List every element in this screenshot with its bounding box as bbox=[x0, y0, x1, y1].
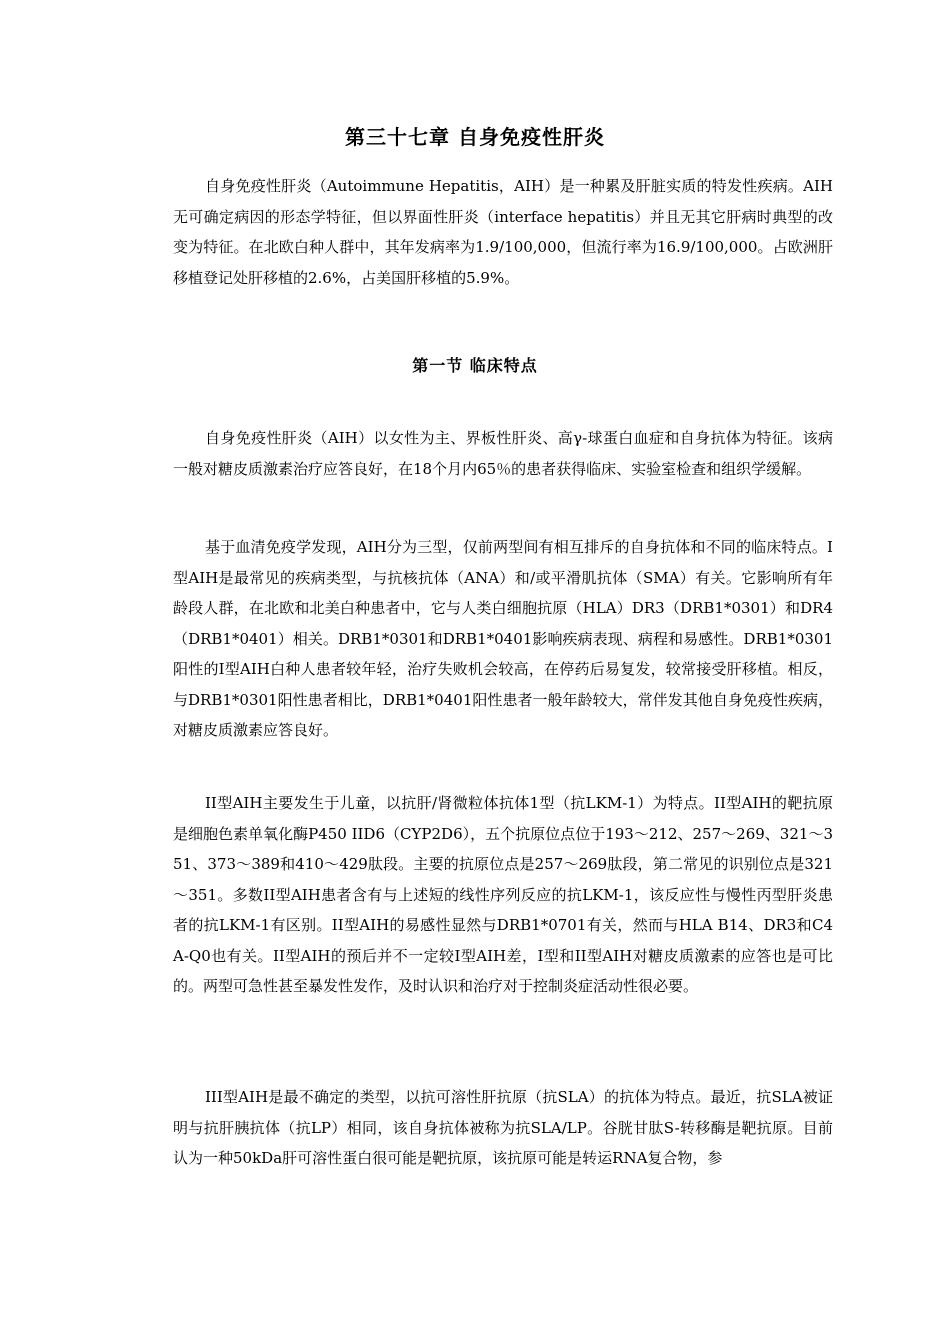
intro-paragraph: 自身免疫性肝炎（Autoimmune Hepatitis，AIH）是一种累及肝脏实质的特发性疾病。AIH无可确定病因的形态学特征，但以界面性肝炎（interface hepatitis）并且无其它肝病时典型的改变为特征。在北欧白种人群中，其年发病率为1.9/100,000，但流行率为16.9/100,000。占欧洲肝移植登记处肝移植的2.6%，占美国肝移植的5.9%。 bbox=[173, 177, 833, 287]
section-title: 第一节 临床特点 bbox=[412, 356, 538, 375]
chapter-title: 第三十七章 自身免疫性肝炎 bbox=[345, 125, 605, 149]
body-paragraph: III型AIH是最不确定的类型，以抗可溶性肝抗原（抗SLA）的抗体为特点。最近，抗SLA被证明与抗肝胰抗体（抗LP）相同，该自身抗体被称为抗SLA/LP。谷胱甘肽S-转移酶是靶抗原。目前认为一种50kDa肝可溶性蛋白很可能是靶抗原，该抗原可能是转运RNA复合物，参 bbox=[173, 1088, 833, 1167]
body-paragraph: 基于血清免疫学发现，AIH分为三型，仅前两型间有相互排斥的自身抗体和不同的临床特点。I型AIH是最常见的疾病类型，与抗核抗体（ANA）和/或平滑肌抗体（SMA）有关。它影响所有年龄段人群，在北欧和北美白种患者中，它与人类白细胞抗原（HLA）DR3（DRB1*0301）和DR4（DRB1*0401）相关。DRB1*0301和DRB1*0401影响疾病表现、病程和易感性。DRB1*0301阳性的I型AIH白种人患者较年轻，治疗失败机会较高，在停药后易复发，较常接受肝移植。相反，与DRB1*0301阳性患者相比，DRB1*0401阳性患者一般年龄较大，常伴发其他自身免疫性疾病，对糖皮质激素应答良好。 bbox=[173, 538, 833, 739]
body-paragraph: 自身免疫性肝炎（AIH）以女性为主、界板性肝炎、高γ-球蛋白血症和自身抗体为特征。该病一般对糖皮质激素治疗应答良好，在18个月内65％的患者获得临床、实验室检查和组织学缓解。 bbox=[173, 429, 833, 478]
body-paragraph: II型AIH主要发生于儿童，以抗肝/肾微粒体抗体1型（抗LKM-1）为特点。II型AIH的靶抗原是细胞色素单氧化酶P450 IID6（CYP2D6），五个抗原位点位于193～212、257～269、321～351、373～389和410～429肽段。主要的抗原位点是257～269肽段，第二常见的识别位点是321～351。多数II型AIH患者含有与上述短的线性序列反应的抗LKM-1，该反应性与慢性丙型肝炎患者的抗LKM-1有区别。II型AIH的易感性显然与DRB1*0701有关，然而与HLA B14、DR3和C4A-Q0也有关。II型AIH的预后并不一定较I型AIH差，I型和II型AIH对糖皮质激素的应答也是可比的。两型可急性甚至暴发性发作，及时认识和治疗对于控制炎症活动性很必要。 bbox=[173, 794, 833, 995]
